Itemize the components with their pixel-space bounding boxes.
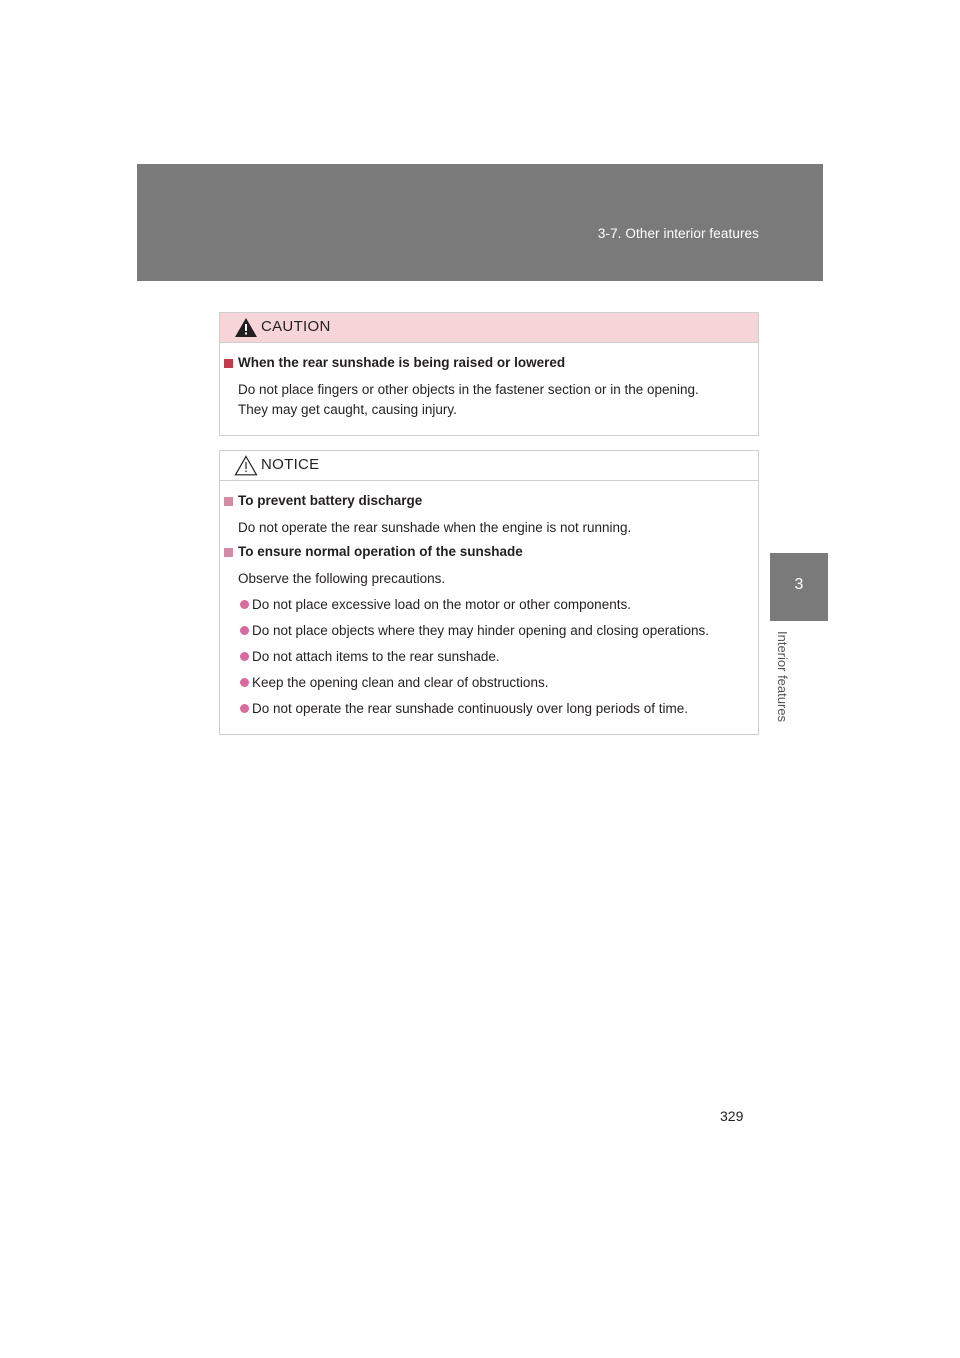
chapter-number: 3 (794, 576, 804, 593)
notice-label: NOTICE (261, 456, 320, 473)
list-item (220, 647, 758, 667)
square-bullet-icon (224, 359, 233, 368)
notice-header (220, 451, 758, 481)
caution-text (220, 380, 758, 420)
notice-title-text: To ensure normal operation of the sunshade (238, 544, 523, 559)
chapter-label: Interior features (775, 631, 790, 723)
list-item (220, 621, 758, 641)
chapter-tab (770, 553, 828, 621)
list-item-text: Do not attach items to the rear sunshade. (252, 649, 500, 664)
notice-title-text: To prevent battery discharge (238, 493, 423, 508)
caution-label: CAUTION (261, 318, 331, 335)
round-bullet-icon (240, 600, 249, 609)
list-item-text: Do not place excessive load on the motor or other components. (252, 597, 631, 612)
notice-section-title (220, 544, 758, 560)
list-item-text: Do not place objects where they may hinder opening and closing operations. (252, 623, 710, 638)
caution-line: Do not place fingers or other objects in the fastener section or in the opening. (238, 382, 699, 397)
list-item-text: Keep the opening clean and clear of obstructions. (252, 675, 549, 690)
notice-section-title (220, 493, 758, 509)
caution-line: They may get caught, causing injury. (238, 402, 457, 417)
round-bullet-icon (240, 652, 249, 661)
precaution-list (220, 595, 758, 719)
page-number: 329 (720, 1108, 744, 1124)
section-title: 3-7. Other interior features (597, 226, 759, 241)
list-item (220, 699, 758, 719)
caution-box (219, 312, 759, 436)
warning-triangle-icon (234, 317, 258, 338)
round-bullet-icon (240, 626, 249, 635)
square-bullet-icon (224, 548, 233, 557)
caution-section-title (220, 355, 758, 371)
notice-text: Do not operate the rear sunshade when the engine is not running. (238, 520, 632, 535)
notice-text: Observe the following precautions. (238, 571, 446, 586)
list-item (220, 673, 758, 693)
notice-box (219, 450, 759, 735)
round-bullet-icon (240, 678, 249, 687)
square-bullet-icon (224, 497, 233, 506)
list-item-text: Do not operate the rear sunshade continuously over long periods of time. (252, 701, 689, 716)
round-bullet-icon (240, 704, 249, 713)
warning-triangle-outline-icon (234, 455, 258, 476)
caution-title-text: When the rear sunshade is being raised or lowered (238, 355, 566, 370)
caution-header (220, 313, 758, 343)
list-item (220, 595, 758, 615)
header-band (137, 164, 823, 281)
